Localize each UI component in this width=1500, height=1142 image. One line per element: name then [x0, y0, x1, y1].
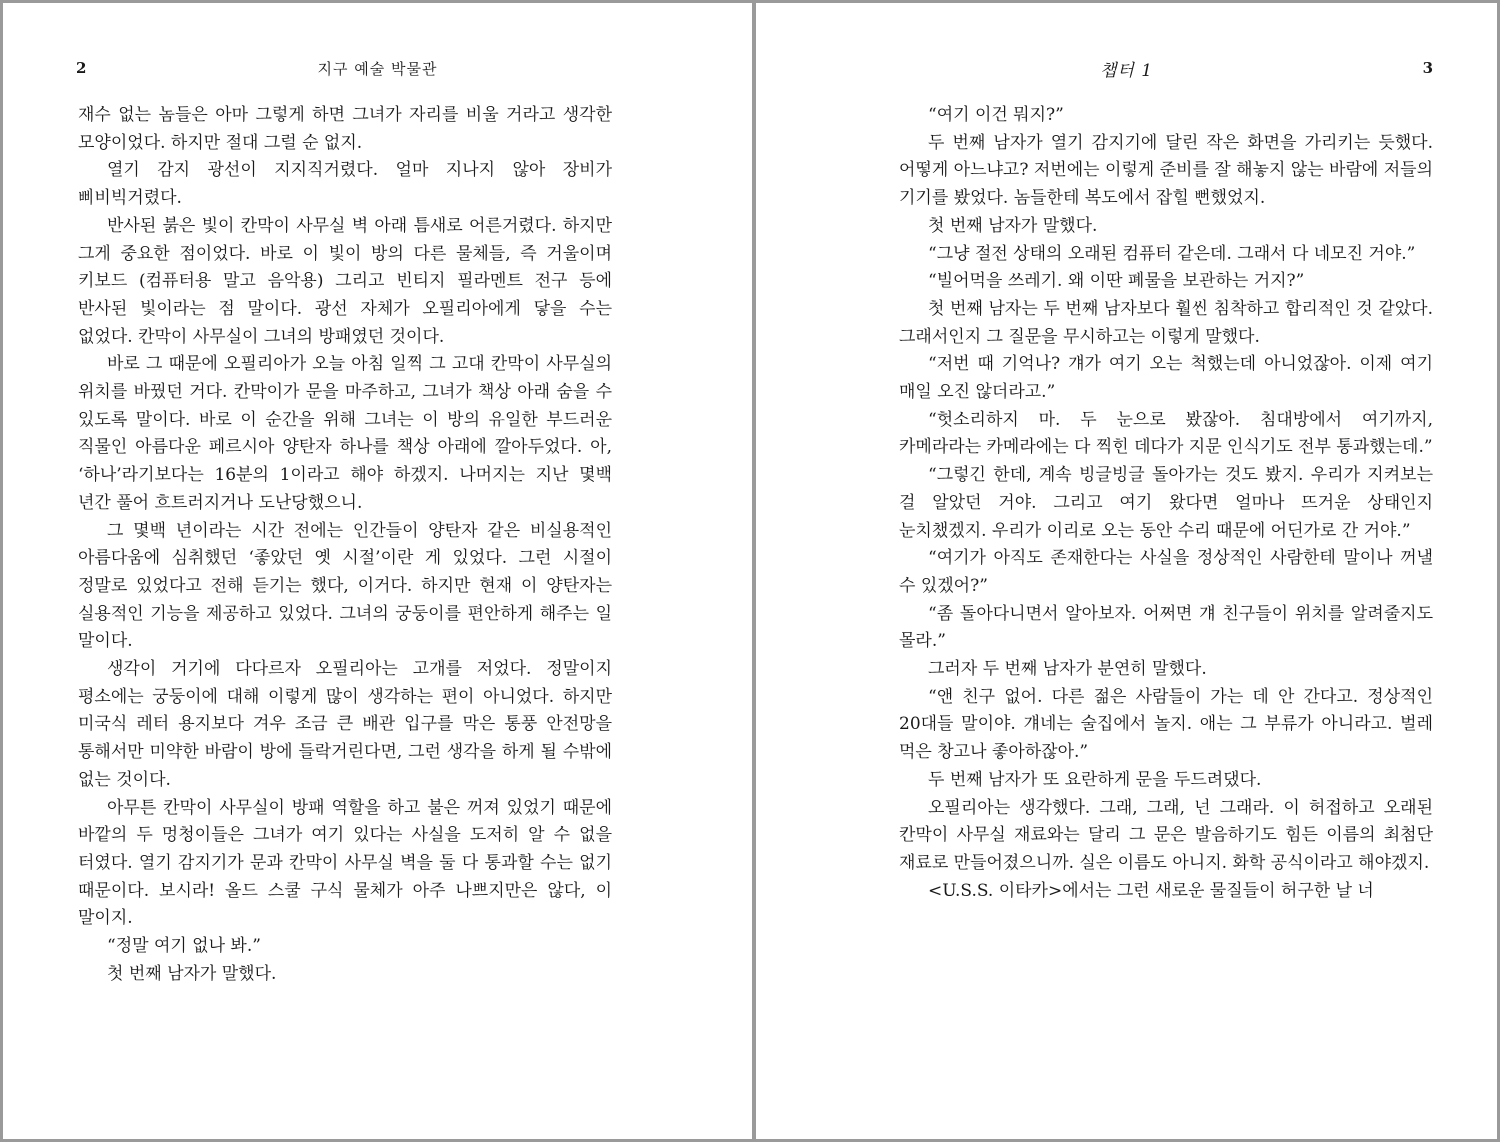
paragraph: “빌어먹을 쓰레기. 왜 이딴 폐물을 보관하는 거지?”	[928, 271, 1305, 292]
page-body	[899, 102, 1433, 905]
paragraph: 그러자 두 번째 남자가 분연히 말했다.	[928, 659, 1207, 680]
paragraph: 재수 없는 놈들은 아마 그렇게 하면 그녀가 자리를 비울 거라고 생각한 모양이었다. 하지만 절대 그럴 순 없지.	[78, 105, 612, 153]
paragraph: 바로 그 때문에 오필리아가 오늘 아침 일찍 그 고대 칸막이 사무실의 위치를 바꿨던 거다. 칸막이가 문을 마주하고, 그녀가 책상 아래 숨을 수 있도록 말이다. 바로 이 순간을 위해 그녀는 이 방의 유일한 부드러운 직물인 아름다운 페르시아 양탄자 하나를 책상 아래에 깔아두었다. 아, ‘하나’라기보다는 16분의 1이라고 해야 하겠지. 나머지는 지난 몇백 년간 풀어 흐트러지거나 도난당했으니.	[78, 354, 612, 513]
paragraph: 첫 번째 남자는 두 번째 남자보다 훨씬 침착하고 합리적인 것 같았다. 그래서인지 그 질문을 무시하고는 이렇게 말했다.	[899, 298, 1433, 347]
paragraph: “정말 여기 없나 봐.”	[107, 936, 261, 957]
page-number: 2	[76, 59, 87, 77]
paragraph: “여기가 아직도 존재한다는 사실을 정상적인 사람한테 말이나 꺼낼 수 있겠어?”	[899, 548, 1433, 596]
page-body	[78, 102, 612, 989]
paragraph: “저번 때 기억나? 걔가 여기 오는 척했는데 아니었잖아. 이제 여기 매일 오진 않더라고.”	[899, 354, 1433, 403]
paragraph: 오필리아는 생각했다. 그래, 그래, 넌 그래라. 이 허접하고 오래된 칸막이 사무실 재료와는 달리 그 문은 발음하기도 힘든 이름의 최첨단 재료로 만들어졌으니까. 실은 이름도 아니지. 화학 공식이라고 해야겠지.	[899, 797, 1433, 873]
page-number: 3	[1422, 59, 1433, 77]
paragraph: “여기 이건 뭐지?”	[928, 105, 1064, 125]
paragraph: 반사된 붉은 빛이 칸막이 사무실 벽 아래 틈새로 어른거렸다. 하지만 그게 중요한 점이었다. 바로 이 빛이 방의 다른 물체들, 즉 거울이며 키보드 (컴퓨터용 말고 음악용) 그리고 빈티지 필라멘트 전구 등에 반사된 빛이라는 점 말이다. 광선 자체가 오필리아에게 닿을 수는 없었다. 칸막이 사무실이 그녀의 방패였던 것이다.	[78, 215, 612, 347]
paragraph: “앤 친구 없어. 다른 젊은 사람들이 가는 데 안 간다고. 정상적인 20대들 말이야. 걔네는 술집에서 놀지. 애는 그 부류가 아니라고. 벌레 먹은 창고나 좋아하잖아.”	[899, 686, 1433, 763]
paragraph: 두 번째 남자가 또 요란하게 문을 두드려댔다.	[928, 769, 1262, 790]
paragraph: 열기 감지 광선이 지지직거렸다. 얼마 지나지 않아 장비가 삐비빅거렸다.	[78, 160, 612, 209]
paragraph: “헛소리하지 마. 두 눈으로 봤잖아. 침대방에서 여기까지, 카메라라는 카메라에는 다 찍힌 데다가 지문 인식기도 전부 통과했는데.”	[899, 409, 1433, 458]
paragraph: 첫 번째 남자가 말했다.	[928, 215, 1098, 236]
paragraph: <U.S.S. 이타카>에서는 그런 새로운 물질들이 허구한 날 너	[928, 880, 1374, 901]
left-page	[3, 3, 752, 1139]
paragraph: “그렇긴 한데, 계속 빙글빙글 돌아가는 것도 봤지. 우리가 지켜보는 걸 알았던 거야. 그리고 여기 왔다면 얼마나 뜨거운 상태인지 눈치챘겠지. 우리가 이리로 오는 동안 수리 때문에 어딘가로 간 거야.”	[899, 465, 1433, 541]
running-head: 지구 예술 박물관	[317, 60, 438, 78]
paragraph: 첫 번째 남자가 말했다.	[107, 963, 277, 984]
right-page	[756, 3, 1497, 1139]
paragraph: “그냥 절전 상태의 오래된 컴퓨터 같은데. 그래서 다 네모진 거야.”	[928, 243, 1416, 264]
paragraph: 아무튼 칸막이 사무실이 방패 역할을 하고 불은 꺼져 있었기 때문에 바깥의 두 멍청이들은 그녀가 여기 있다는 사실을 도저히 알 수 없을 터였다. 열기 감지기가 문과 칸막이 사무실 벽을 둘 다 통과할 수는 없기 때문이다. 보시라! 올드 스쿨 구식 물체가 아주 나쁘지만은 않다, 이 말이지.	[78, 797, 612, 929]
paragraph: 그 몇백 년이라는 시간 전에는 인간들이 양탄자 같은 비실용적인 아름다움에 심취했던 ‘좋았던 옛 시절’이란 게 있었다. 그런 시절이 정말로 있었다고 전해 듣기는 했다, 이거다. 하지만 현재 이 양탄자는 실용적인 기능을 제공하고 있었다. 그녀의 궁둥이를 편안하게 해주는 일 말이다.	[78, 520, 612, 652]
paragraph: 두 번째 남자가 열기 감지기에 달린 작은 화면을 가리키는 듯했다. 어떻게 아느냐고? 저번에는 이렇게 준비를 잘 해놓지 않는 바람에 저들의 기기를 봤었다. 놈들한테 복도에서 잡힐 뻔했었지.	[899, 132, 1433, 209]
paragraph: “좀 돌아다니면서 알아보자. 어쩌면 걔 친구들이 위치를 알려줄지도 몰라.”	[899, 603, 1433, 652]
running-head: 챕터 1	[1099, 61, 1154, 81]
paragraph: 생각이 거기에 다다르자 오필리아는 고개를 저었다. 정말이지 평소에는 궁둥이에 대해 이렇게 많이 생각하는 편이 아니었다. 하지만 미국식 레터 용지보다 겨우 조금 큰 배관 입구를 막은 통풍 안전망을 통해서만 미약한 바람이 방에 들락거린다면, 그런 생각을 하게 될 수밖에 없는 것이다.	[78, 659, 612, 790]
